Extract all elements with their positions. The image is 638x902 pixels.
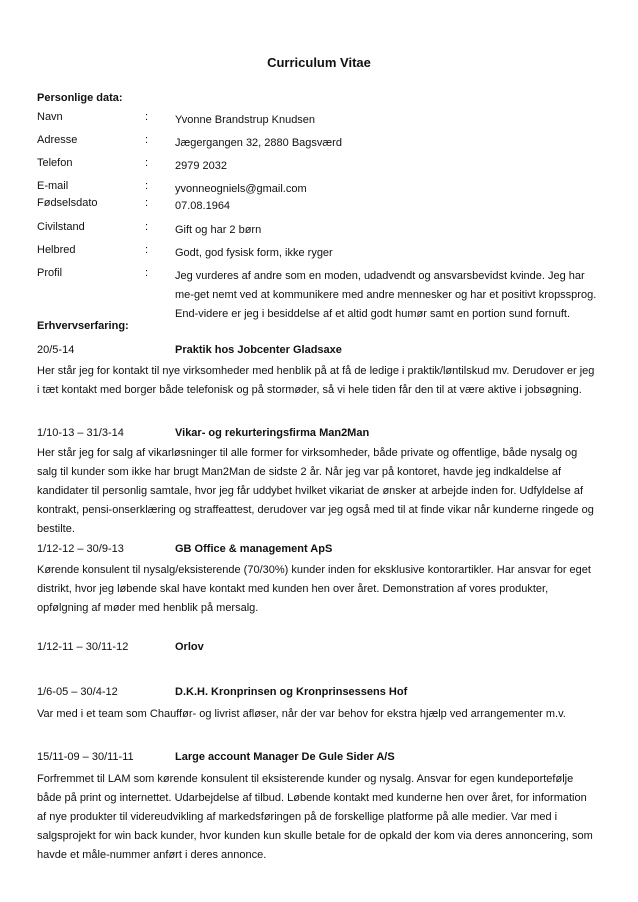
row-colon: : (145, 134, 149, 146)
row-label: Civilstand (37, 221, 85, 233)
row-colon: : (145, 111, 149, 123)
row-label: Adresse (37, 134, 78, 146)
job-employer: Large account Manager De Gule Sider A/S (175, 751, 395, 763)
row-label: Fødselsdato (37, 197, 98, 209)
row-value: Godt, god fysisk form, ikke ryger (175, 247, 333, 259)
row-value: 07.08.1964 (175, 200, 231, 212)
row-colon: : (145, 267, 149, 279)
job-date: 20/5-14 (37, 344, 75, 356)
job-date: 1/12-11 – 30/11-12 (37, 641, 129, 653)
row-colon: : (145, 157, 149, 169)
document-title: Curriculum Vitae (267, 55, 371, 70)
row-label: E-mail (37, 180, 69, 192)
row-value: 2979 2032 (175, 160, 227, 172)
job-date: 1/6-05 – 30/4-12 (37, 686, 118, 698)
job-employer: Vikar- og rekurteringsfirma Man2Man (175, 427, 370, 439)
row-label: Helbred (37, 244, 76, 256)
row-value: Yvonne Brandstrup Knudsen (175, 114, 316, 126)
job-description: Kørende konsulent til nysalg/eksisterende (70/30%) kunder inden for eksklusive kontorartikler. Har ansvar for eget distrikt, hvor jeg løbende skal have kontakt med kunden hen over året. Demonstration af vores produkter, opfølgning af møder med henblik på mersalg. (37, 564, 591, 614)
row-label: Telefon (37, 157, 73, 169)
job-description: Her står jeg for salg af vikarløsninger til alle former for virksomheder, både private og offentlige, både nysalg og salg til kunder som ikke har brugt Man2Man de sidste 2 år. Når jeg var på kontoret, havde jeg indkaldelse af kandidater til personlig samtale, hvor jeg får uddybet hvilket vikariat de ønsker at arbejde inden for. Udfyldelse af kontrakt, pensi-onserklæring og straffeattest, derudover var jeg også med til at finde vikar når kunderne ringede og bestilte. (37, 447, 594, 535)
row-colon: : (145, 221, 149, 233)
job-employer: Orlov (175, 641, 204, 653)
job-description: Her står jeg for kontakt til nye virksomheder med henblik på at få de ledige i praktik/løntilskud mv. Derudover er jeg i tæt kontakt med borger både telefonisk og på stormøder, så vi hele tiden får den til at være aktive i jobsøgning. (37, 365, 595, 396)
job-date: 1/10-13 – 31/3-14 (37, 427, 124, 439)
job-description: Var med i et team som Chauffør- og livrist afløser, når der var behov for ekstra hjælp ved arrangementer m.v. (37, 708, 566, 720)
row-value: Jægergangen 32, 2880 Bagsværd (175, 137, 342, 149)
row-value: Jeg vurderes af andre som en moden, udadvendt og ansvarsbevidst kvinde. Jeg har me-get nemt ved at kommunikere med andre mennesker og har et positivt kropssprog. End-videre er jeg i besiddelse af et altid godt humør samt en portion sund fornuft. (175, 270, 597, 320)
experience-heading: Erhvervserfaring: (37, 320, 129, 332)
job-employer: Praktik hos Jobcenter Gladsaxe (175, 344, 342, 356)
personal-data-heading: Personlige data: (37, 92, 123, 104)
job-employer: D.K.H. Kronprinsen og Kronprinsessens Hof (175, 686, 408, 698)
row-value: Gift og har 2 børn (175, 224, 262, 236)
row-colon: : (145, 197, 149, 209)
job-employer: GB Office & management ApS (175, 543, 333, 555)
row-colon: : (145, 244, 149, 256)
job-date: 1/12-12 – 30/9-13 (37, 543, 124, 555)
row-colon: : (145, 180, 149, 192)
row-value: yvonneogniels@gmail.com (175, 183, 307, 195)
job-description: Forfremmet til LAM som kørende konsulent til eksisterende kunder og nysalg. Ansvar for egen kundeportefølje både på print og internettet. Udarbejdelse af tilbud. Løbende kontakt med kunderne hen over året, for information af nye produkter til videreudvikling af markedsføringen på de forskellige platforme på alle medier. Var med i salgsprojekt for win back kunder, hvor kunden kun skulle betale for de opkald der kom via deres annoncering, som havde et måle-nummer anført i deres annonce. (37, 773, 593, 861)
row-label: Navn (37, 111, 63, 123)
row-label: Profil (37, 267, 63, 279)
job-date: 15/11-09 – 30/11-11 (37, 751, 134, 763)
